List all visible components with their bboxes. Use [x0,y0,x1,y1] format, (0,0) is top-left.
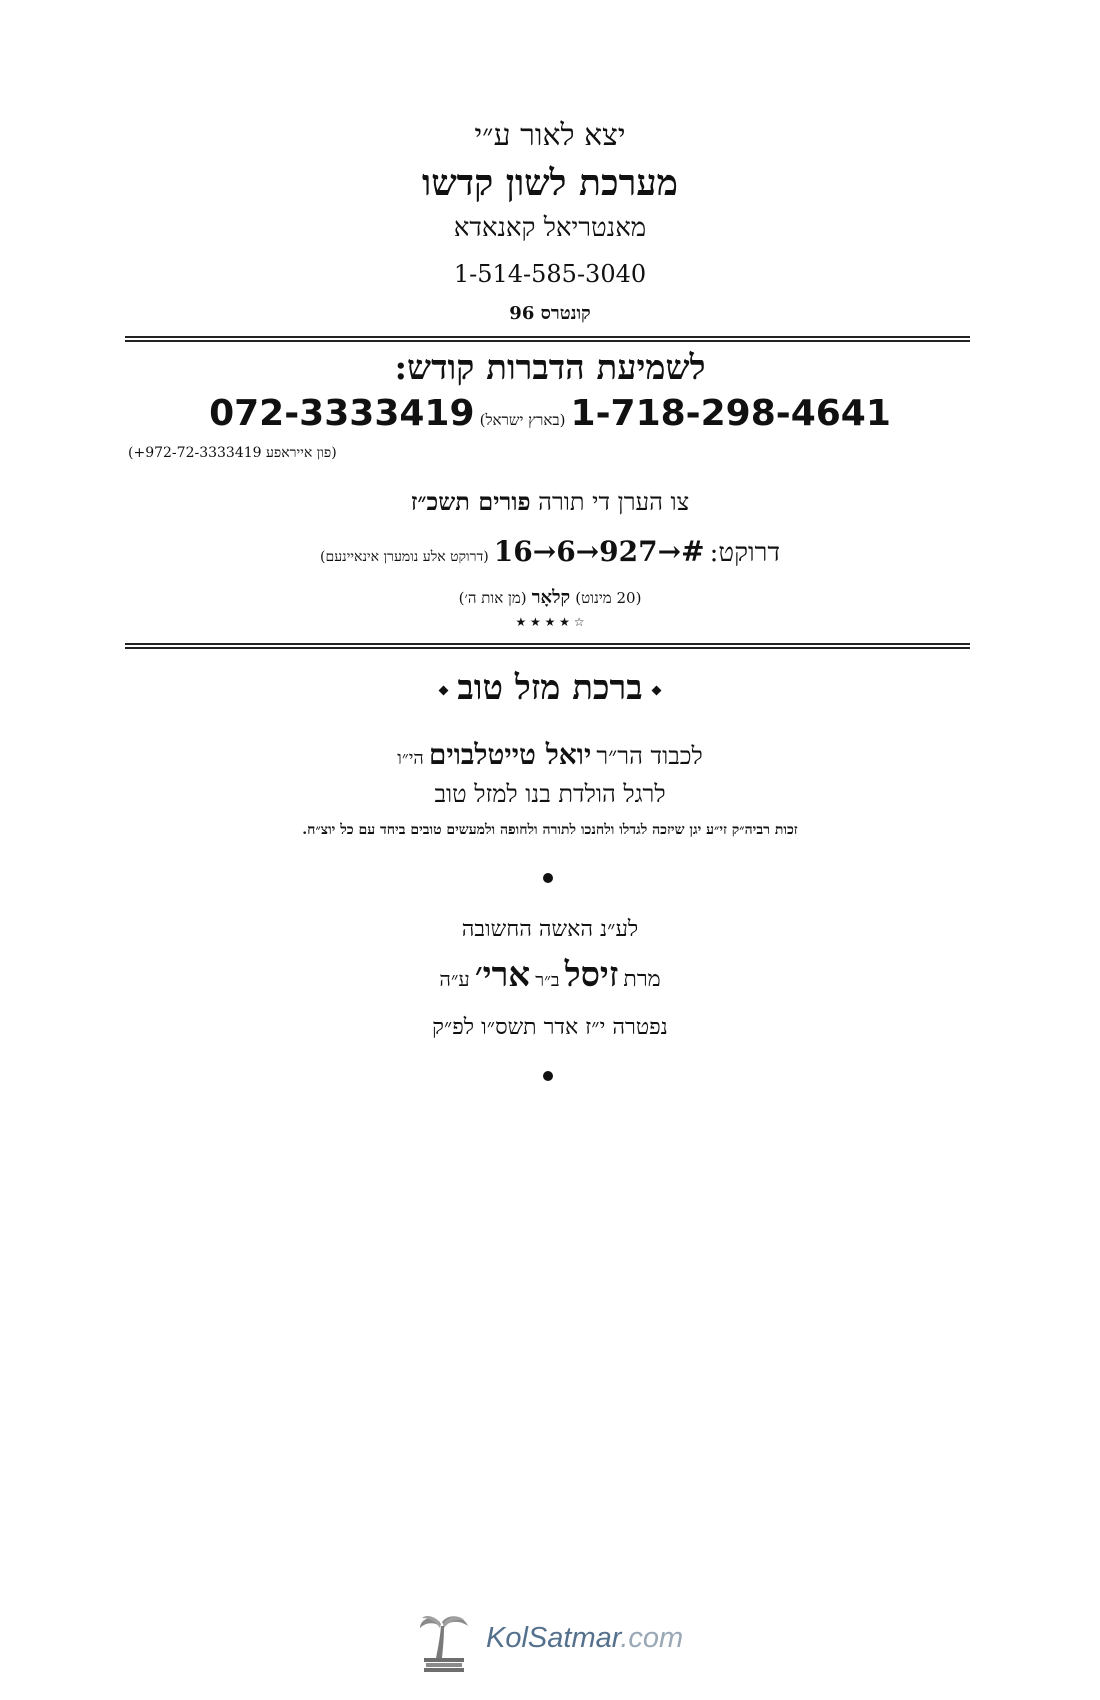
dial-sequence: 16→6→927→# [493,535,705,568]
memorial-father-name: ארי׳ [474,955,531,995]
quality-note: (מן אות ה׳) [458,589,527,607]
dial-line [0,535,1100,568]
published-by: יצא לאור ע״י [474,118,626,153]
footer-brand[interactable] [486,1622,683,1655]
org-name: מערכת לשון קדשו [421,162,678,204]
phone-us[interactable]: 1-718-298-4641 [570,393,891,434]
memorial-suffix: ע״ה [439,967,470,991]
booklet-number: 96 [509,303,535,324]
listen-prefix: צו הערן די תורה [538,488,690,516]
org-phone: 1-514-585-3040 [453,260,647,288]
memorial-patronym-prefix: ב״ר [535,970,560,991]
honoree-name: יואל טייטלבוים [428,738,592,771]
duration-note: (20 מינוט) [575,589,642,607]
dedication-heading: ברכת מזל טוב [457,668,643,708]
memorial-name-line [0,955,1100,995]
location: מאנטריאל קאנאדא [453,213,647,243]
hotline-title: לשמיעת הדברות קודש: [394,348,706,388]
honor-prefix: לכבוד הר״ר [596,742,703,770]
duration-line [0,587,1100,608]
bullet-separator-icon [543,873,553,883]
listen-line [0,487,1100,517]
bullet-separator-icon [543,1071,553,1081]
memorial-first-name: זיסל [564,955,619,995]
hotline-phones [0,393,1100,434]
memorial-intro: לע״נ האשה החשובה [461,917,639,942]
honor-suffix: הי״ו [397,748,424,769]
quality-word: קלאָר [531,587,571,608]
booklet-label: קונטרס [540,303,591,324]
brand-name: KolSatmar [486,1622,621,1654]
dial-label: דרוקט: [709,538,780,568]
honor-line [0,738,1100,772]
diamond-ornament-icon [439,685,449,695]
dial-note: (דרוקט אלע נומערן אינאיינעם) [320,549,489,565]
diamond-ornament-icon [651,685,661,695]
palm-tree-books-icon [418,1612,472,1674]
listen-topic: פורים תשכ״ז [410,487,531,516]
memorial-date: נפטרה י״ז אדר תשס״ו לפ״ק [432,1015,668,1040]
divider-top [125,336,970,342]
blessing: זכות רביה״ק זי״ע יגן שיזכה לגדלו ולחנכו לתורה ולחופה ולמעשים טובים ביחד עם כל יוצ״ח. [302,822,798,838]
dedication-heading-line [0,668,1100,708]
memorial-title-prefix: מרת [623,967,661,992]
occasion: לרגל הולדת בנו למזל טוב [434,780,666,808]
phone-israel[interactable]: 072-3333419 [209,393,475,434]
europe-note: (פון אייראפע 972-72-3333419+) [128,445,337,461]
brand-domain: .com [620,1622,684,1654]
booklet-number-line [0,303,1100,324]
rating-stars: ★ ★ ★ ★ ☆ [515,615,585,629]
israel-note: (בארץ ישראל) [479,411,566,429]
divider-middle [125,643,970,649]
